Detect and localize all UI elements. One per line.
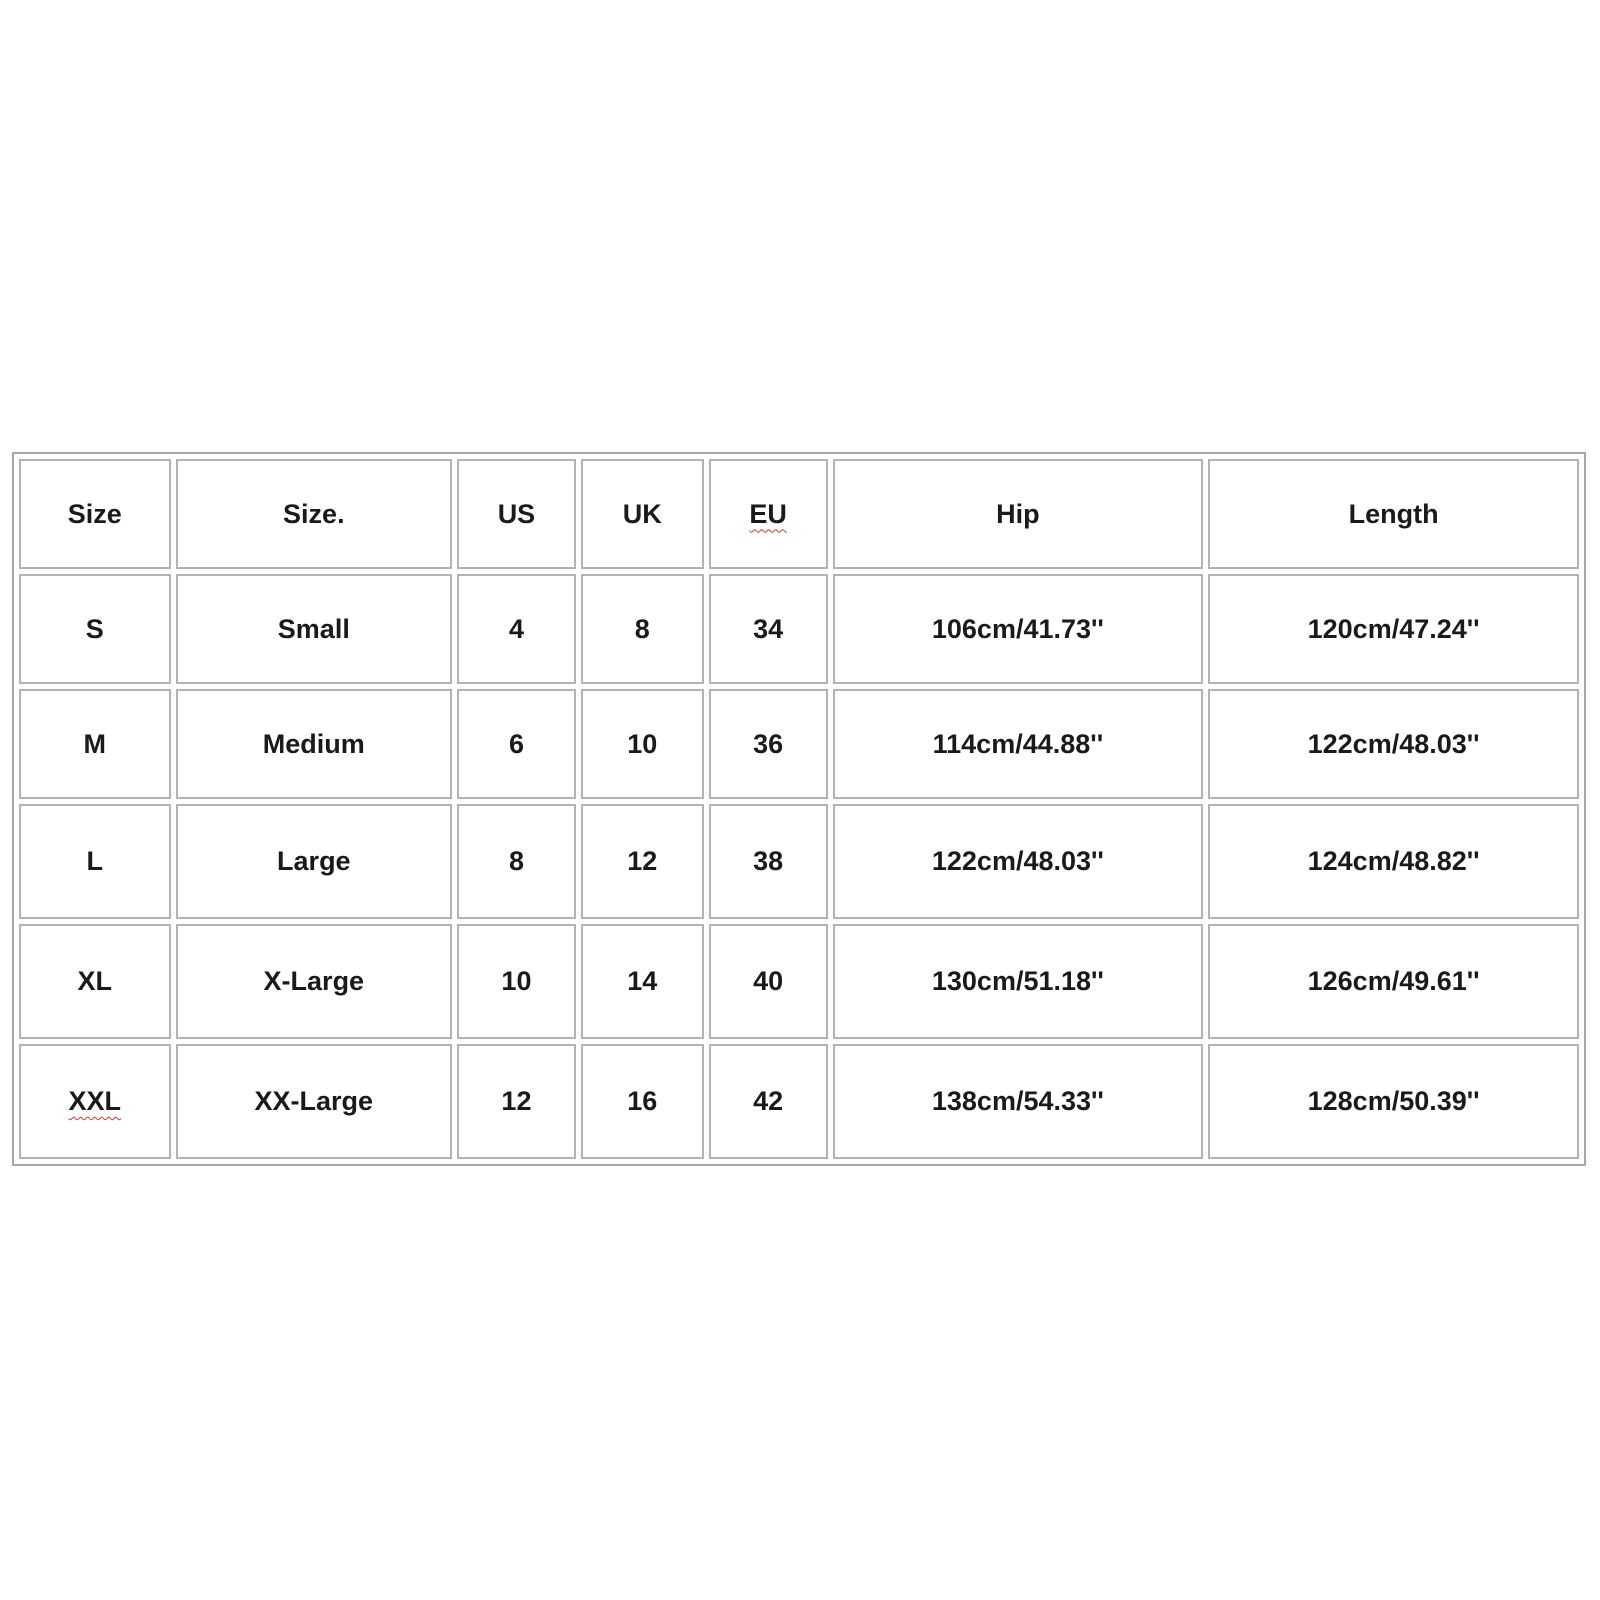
header-hip: Hip — [833, 459, 1204, 569]
table-row — [19, 574, 1579, 684]
cell-size: L — [19, 804, 171, 919]
cell-eu: 38 — [709, 804, 828, 919]
cell-size: M — [19, 689, 171, 799]
header-eu-label: EU — [749, 498, 787, 529]
cell-hip: 114cm/44.88'' — [833, 689, 1204, 799]
cell-us: 8 — [457, 804, 576, 919]
cell-uk: 16 — [581, 1044, 704, 1159]
cell-length: 128cm/50.39'' — [1208, 1044, 1579, 1159]
cell-hip: 138cm/54.33'' — [833, 1044, 1204, 1159]
cell-size — [19, 1044, 171, 1159]
cell-us: 6 — [457, 689, 576, 799]
header-eu — [709, 459, 828, 569]
header-size-name: Size. — [176, 459, 453, 569]
cell-size: S — [19, 574, 171, 684]
header-size: Size — [19, 459, 171, 569]
cell-us: 4 — [457, 574, 576, 684]
cell-size-name: Large — [176, 804, 453, 919]
table-row — [19, 1044, 1579, 1159]
cell-hip: 130cm/51.18'' — [833, 924, 1204, 1039]
cell-size-name: X-Large — [176, 924, 453, 1039]
cell-size: XL — [19, 924, 171, 1039]
cell-hip: 106cm/41.73'' — [833, 574, 1204, 684]
cell-length: 120cm/47.24'' — [1208, 574, 1579, 684]
cell-length: 126cm/49.61'' — [1208, 924, 1579, 1039]
cell-length: 122cm/48.03'' — [1208, 689, 1579, 799]
header-uk: UK — [581, 459, 704, 569]
table-row — [19, 924, 1579, 1039]
cell-eu: 34 — [709, 574, 828, 684]
cell-us: 12 — [457, 1044, 576, 1159]
cell-size-name: Medium — [176, 689, 453, 799]
cell-uk: 8 — [581, 574, 704, 684]
header-us: US — [457, 459, 576, 569]
cell-uk: 12 — [581, 804, 704, 919]
table-row — [19, 689, 1579, 799]
cell-length: 124cm/48.82'' — [1208, 804, 1579, 919]
cell-eu: 40 — [709, 924, 828, 1039]
cell-eu: 36 — [709, 689, 828, 799]
cell-uk: 10 — [581, 689, 704, 799]
cell-us: 10 — [457, 924, 576, 1039]
cell-uk: 14 — [581, 924, 704, 1039]
table-row — [19, 804, 1579, 919]
header-length: Length — [1208, 459, 1579, 569]
cell-size-name: XX-Large — [176, 1044, 453, 1159]
size-chart-table — [12, 452, 1586, 1166]
table-header-row — [19, 459, 1579, 569]
cell-size-label: XXL — [68, 1086, 122, 1116]
cell-size-name: Small — [176, 574, 453, 684]
cell-hip: 122cm/48.03'' — [833, 804, 1204, 919]
cell-eu: 42 — [709, 1044, 828, 1159]
